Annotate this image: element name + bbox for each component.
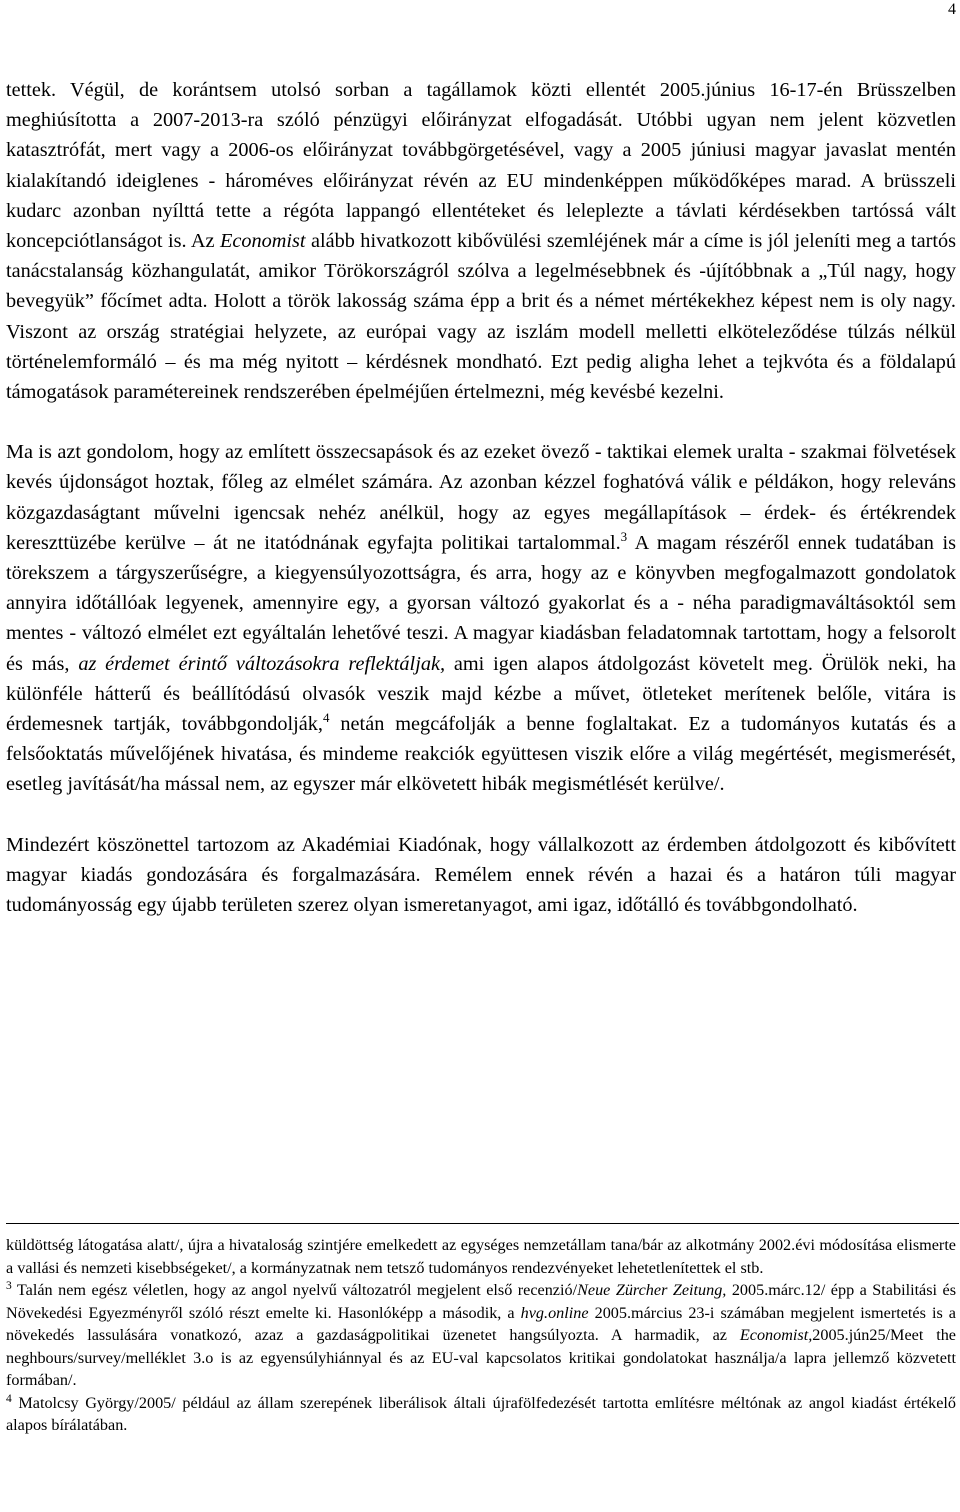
paragraph-2-text-a: Ma is azt gondolom, hogy az említett összecsapások és az ezeket övező - taktikai elemek uralta - szakmai fölvetések kevés újdonságot hoztak, főleg az elmélet számára. Az azonban kézzel foghatóvá válik e példákon, hogy releváns közgazdaságtant művelni igencsak nehéz anélkül, hogy az egyes megállapítások – érdek- és értékrendek kereszttüzébe kerülve – át ne itatódnának egyfajta politikai tartalommal. <box>6 441 956 554</box>
footnote-3-italic-c: Economist, <box>739 1326 813 1344</box>
paragraph-2-italic: az érdemet érintő változásokra reflektáljak, <box>78 652 446 675</box>
footnote-3-text-b: 2005.márc.12/ épp a Stabilitási és Növekedési Egyezményről szóló részt emelte ki. Hasonlóképp a második, a <box>6 1281 956 1322</box>
footnotes-section <box>6 1234 956 1437</box>
paragraph-2-text-c: ami igen alapos átdolgozást követelt meg. Örülök neki, ha különféle hátterű és beállítódású olvasók veszik majd kézbe a művet, ötleteket merítenek belőle, vitára is érdemesnek tartják, továbbgondolják, <box>6 652 957 736</box>
paragraph-3 <box>6 830 956 921</box>
paragraph-1 <box>6 75 956 407</box>
page-number: 4 <box>948 1 956 18</box>
economist-title-italic: Economist <box>219 230 306 253</box>
footnote-3-italic-a: Neue Zürcher Zeitung, <box>577 1281 727 1299</box>
paragraph-3-text: Mindezért köszönettel tartozom az Akadémiai Kiadónak, hogy vállalkozott az érdemben átdolgozott és kibővített magyar kiadás gondozására és forgalmazására. Remélem ennek révén a hazai és a határon túli magyar tudományosság egy újabb területen szerez olyan ismeretanyagot, ami igaz, időtálló és továbbgondolható. <box>6 833 956 917</box>
footnote-3-italic-b: hvg.online <box>520 1303 589 1322</box>
footnote-continuation: küldöttség látogatása alatt/, újra a hivataloság szintjére emelkedett az egységes nemzetállam tana/bár az alkotmány 2002.évi módosítása elismerte a vallási és nemzeti kisebbségeket/, a kormányzatnak nem tetsző tudományos rendezvényeket lehetetlenítettek el stb. <box>6 1236 956 1277</box>
footnote-separator <box>6 1223 959 1224</box>
paragraph-2-text-d: netán megcáfolják a benne foglaltakat. Ez a tudományos kutatás és a felsőoktatás művelőjének hivatása, és mindeme reakciók együttesen viszik előre a világ megértését, megismerését, esetleg javítását/ha mással nem, az egyszer már elkövetett hibák megismétlését kerülve/. <box>6 713 956 796</box>
footnote-4-mark: 4 <box>6 1392 12 1405</box>
paragraph-1-text-a: tettek. Végül, de korántsem utolsó sorban a tagállamok közti ellentét 2005.június 16-17-én Brüsszelben meghiúsította a 2007-2013-ra szóló pénzügyi előirányzat elfogadását. Utóbbi ugyan nem jelent közvetlen katasztrófát, mert vagy a 2006-os előirányzat továbbgörgetésével, vagy a 2005 júniusi magyar javaslat mentén kialakítandó ideiglenes - hároméves előirányzat révén az EU mindenképpen működőképes marad. A brüsszeli kudarc azonban nyílttá tette a régóta lappangó ellentéteket és leleplezte a távlati kérdésekben tartóssá vált koncepciótlanságot is. Az <box>6 79 956 253</box>
footnote-3 <box>6 1279 956 1392</box>
main-body-text <box>6 75 956 920</box>
footnote-3-text-c: 2005.március 23-i számában megjelent ismertetés is a növekedés lassulására vonatkozó, azaz a gazdaságpolitikai üzenetet hangsúlyozta. A harmadik, az <box>6 1303 956 1344</box>
footnote-3-mark: 3 <box>6 1280 12 1292</box>
paragraph-1-text-b: alább hivatkozott kibővülési szemléjének már a címe is jól jeleníti meg a tartós tanácstalanság közhangulatát, amikor Törökországról szólva a legelmésebbnek és -újítóbbnak a „Túl nagy, hogy bevegyük” főcímet adta. Holott a török lakosság száma épp a brit és a német mértékekhez képest nem is oly nagy. Viszont az ország stratégiai helyzete, az európai vagy az iszlám modell melletti elköteleződése túlzás nélkül történelemformáló – és ma még nyitott – kérdésnek mondható. Ezt pedig aligha lehet a tejkvóta és a földalapú támogatások paramétereinek rendszerében épelméjűen értelmezni, még kevésbé kezelni. <box>6 230 956 404</box>
footnote-ref-3: 3 <box>620 528 628 544</box>
paragraph-2-text-b: A magam részéről ennek tudatában is törekszem a tárgyszerűségre, a kiegyensúlyozottságra, és arra, hogy az e könyvben megfogalmazott gondolatok annyira időtállóak legyenek, amennyire egy, a gyorsan változó gyakorlat és a - néha paradigmaváltásoktól sem mentes - változó elmélet ezt egyáltalán lehetővé teszi. A magyar kiadásban feladatomnak tartottam, hogy a felsorolt és más, <box>6 531 956 675</box>
footnote-ref-4: 4 <box>322 710 330 726</box>
footnote-4 <box>6 1392 956 1437</box>
footnote-3-text-a: Talán nem egész véletlen, hogy az angol nyelvű változatról megjelent első recenzió/ <box>11 1281 578 1299</box>
footnote-3-text-d: 2005.jún25/Meet the neghbours/survey/melléklet 3.o is az egyensúlyhiánnyal és az EU-val kapcsolatos kritikai gondolatokat használja/a lapra jellemző közvetett formában/. <box>6 1326 956 1389</box>
paragraph-2 <box>6 437 956 799</box>
footnote-4-text: Matolcsy György/2005/ például az állam szerepének liberálisok általi újrafölfedezését tartotta említésre méltónak az angol kiadást értékelő alapos bírálatában. <box>6 1393 956 1434</box>
